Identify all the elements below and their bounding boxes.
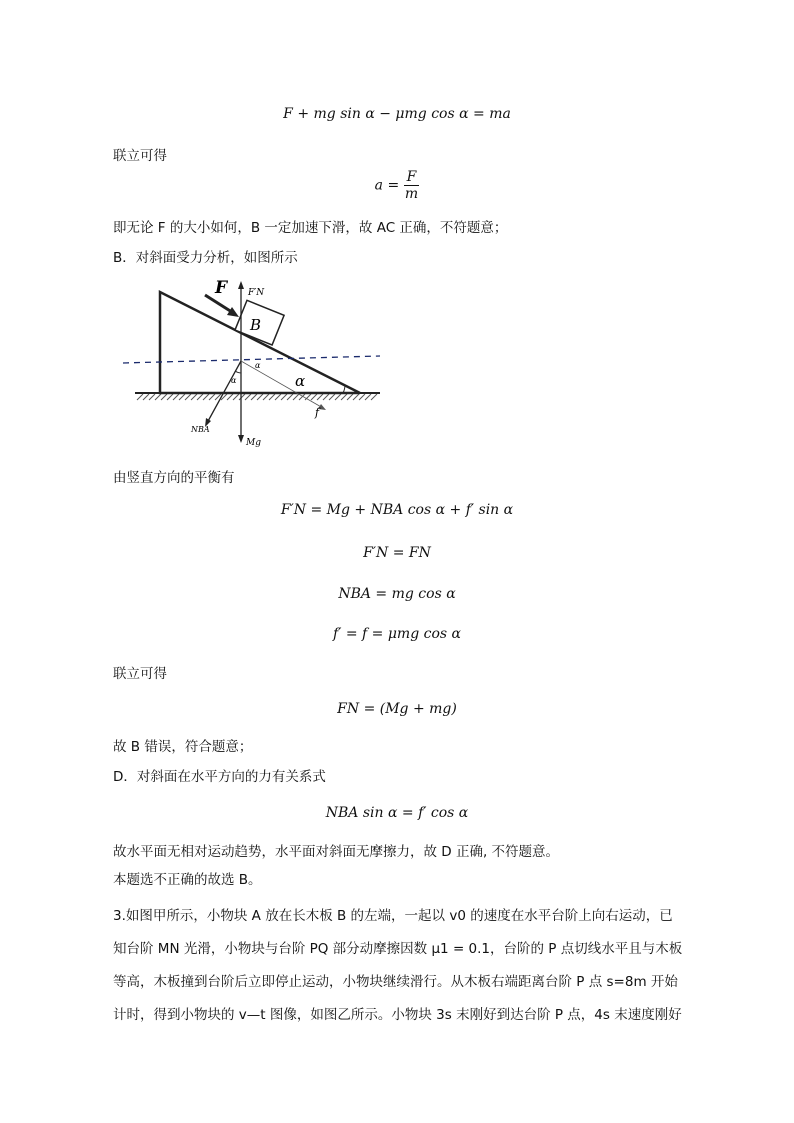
question-3-paragraph	[113, 900, 688, 1032]
angle-arc-nba	[235, 371, 241, 373]
label-friction-f: f	[315, 406, 320, 419]
equation-acceleration-lhs: a =	[374, 177, 400, 194]
equation-fn-equal: F′N = FN	[363, 545, 431, 561]
label-force-f: F	[215, 278, 228, 298]
equation-newton-second-law: F + mg sin α − μmg cos α = ma	[283, 106, 511, 122]
dashed-reference-line	[123, 356, 380, 363]
fraction-denominator: m	[404, 186, 419, 202]
text-answer: 本题选不正确的故选 B。	[113, 872, 262, 888]
text-b-wrong: 故 B 错误，符合题意；	[113, 739, 253, 755]
text-b-analysis-header: B．对斜面受力分析，如图所示	[113, 250, 298, 266]
label-block-b: B	[250, 316, 262, 334]
question-3-line-2: 知台阶 MN 光滑，小物块与台阶 PQ 部分动摩擦因数 μ1 = 0.1，台阶的 P 点切线水平且与木板	[113, 941, 683, 957]
force-diagram	[115, 275, 390, 455]
question-3-line-4: 计时，得到小物块的 v—t 图像，如图乙所示。小物块 3s 末刚好到达台阶 P 点，4s 末速度刚好	[113, 1007, 682, 1023]
mg-arrowhead	[238, 435, 244, 443]
text-d-conclusion: 故水平面无相对运动趋势，水平面对斜面无摩擦力，故 D 正确, 不符题意。	[113, 844, 560, 860]
text-d-analysis-header: D．对斜面在水平方向的力有关系式	[113, 769, 326, 785]
label-alpha-small-2: α	[231, 376, 237, 385]
equation-nba: NBA = mg cos α	[338, 586, 456, 602]
friction-arrowhead	[318, 404, 326, 410]
fraction	[404, 169, 420, 202]
equation-acceleration	[0, 169, 794, 202]
label-mg: Mg	[246, 438, 261, 448]
label-alpha-big: α	[295, 372, 306, 390]
text-combine-2: 联立可得	[113, 666, 167, 682]
label-nba: NBA	[191, 425, 210, 434]
text-combine-1: 联立可得	[113, 148, 167, 164]
fraction-numerator: F	[404, 169, 420, 186]
question-3-line-1: 3.如图甲所示，小物块 A 放在长木板 B 的左端，一起以 v0 的速度在水平台阶上向右运动，已	[113, 908, 673, 924]
question-3-line-3: 等高，木板撞到台阶后立即停止运动，小物块继续滑行。从木板右端距离台阶 P 点 s=8m 开始	[113, 974, 678, 990]
ground-hatching	[137, 394, 377, 400]
label-fn-prime: F′N	[248, 288, 265, 298]
text-vertical-balance: 由竖直方向的平衡有	[113, 470, 235, 486]
fn-arrowhead	[238, 281, 244, 289]
equation-vertical-balance: F′N = Mg + NBA cos α + f′ sin α	[280, 502, 514, 518]
equation-friction: f′ = f = μmg cos α	[333, 626, 461, 642]
text-conclusion-ac: 即无论 F 的大小如何，B 一定加速下滑，故 AC 正确，不符题意；	[113, 220, 508, 236]
label-alpha-small-1: α	[255, 361, 261, 370]
equation-fn-result: FN = (Mg + mg)	[337, 701, 457, 717]
equation-horizontal-balance: NBA sin α = f′ cos α	[325, 805, 469, 821]
